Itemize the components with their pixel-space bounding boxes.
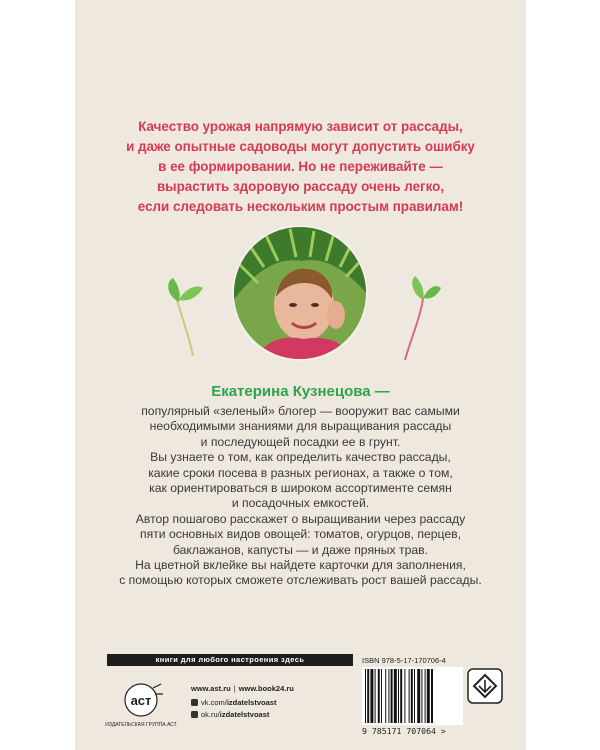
barcode-bar [400,669,402,723]
barcode-bar [414,669,415,723]
description-line: Автор пошагово расскажет о выращивании через рассаду [135,511,466,526]
sprout-left-illustration [163,266,213,356]
barcode-bar [381,669,382,723]
barcode-bar [417,669,420,723]
vk-prefix: vk.com/ [201,698,227,707]
barcode-bar [425,669,426,723]
website-links [191,684,294,693]
barcode-bar [367,669,369,723]
barcode-bar [378,669,380,723]
intro-paragraph [75,117,526,217]
barcode-bar [391,669,393,723]
barcode-bar [411,669,413,723]
site-link-ast[interactable]: www.ast.ru [191,684,231,693]
intro-line: и даже опытные садоводы могут допустить ошибку [126,139,475,154]
intro-line: вырастить здоровую рассаду очень легко, [156,179,445,194]
slogan-banner: книги для любого настроения здесь [107,654,353,666]
ok-handle: izdatelstvoast [219,710,270,719]
ast-logo-icon [109,674,169,728]
barcode-bar [385,669,386,723]
description-paragraph [75,404,526,589]
description-line: с помощью которых сможете отслеживать рост вашей рассады. [119,573,482,588]
sprout-right-illustration [393,268,443,360]
diamond-logo-icon [467,668,503,704]
book-back-cover [75,0,526,750]
ok-link[interactable] [191,710,269,719]
description-line: и последующей посадки ее в грунт. [200,434,401,449]
vk-link[interactable] [191,698,276,707]
description-line: популярный «зеленый» блогер — вооружит вас самыми [141,404,460,418]
barcode-bar [421,669,422,723]
author-portrait [232,225,368,361]
barcode [362,667,463,725]
description-line: На цветной вклейке вы найдете карточки для заполнения, [135,558,466,573]
barcode-bar [427,669,430,723]
link-separator: | [233,684,236,693]
description-line: как ориентироваться в широком ассортименте семян [149,481,452,496]
barcode-bar [404,669,405,723]
author-name: Екатерина Кузнецова — [211,383,390,400]
description-line: и посадочных емкостей. [231,496,370,511]
description-line: необходимыми знаниями для выращивания рассады [149,419,452,434]
barcode-bar [370,669,373,723]
barcode-digits: 9 785171 707064 > [362,726,446,736]
description-line: баклажанов, капусты — и даже пряных трав. [172,542,429,557]
barcode-bar [398,669,399,723]
barcode-bar [365,669,366,723]
description-line: пяти основных видов овощей: томатов, огурцов, перцев, [139,527,462,542]
site-link-book24[interactable]: www.book24.ru [238,684,294,693]
publisher-caption: ИЗДАТЕЛЬСКАЯ ГРУППА АСТ [105,722,177,728]
vk-icon [191,699,198,706]
intro-line: в ее формировании. Но не переживайте — [158,159,443,174]
intro-line: Качество урожая напрямую зависит от рассады, [138,119,463,134]
ok-icon [191,711,198,718]
description-line: какие сроки посева в разных регионах, а также о том, [148,465,453,480]
barcode-bar [375,669,376,723]
barcode-bar [394,669,397,723]
logo-text: аст [130,693,152,708]
barcode-bar [431,669,433,723]
vk-handle: izdatelstvoast [226,698,277,707]
barcode-bar [409,669,410,723]
ok-prefix: ok.ru/ [201,710,220,719]
isbn-text: ISBN 978-5-17-170706-4 [362,656,446,665]
barcode-bar [388,669,389,723]
description-line: Вы узнаете о том, как определить качество рассады, [150,450,451,465]
intro-line: если следовать нескольким простым правилам! [137,199,464,214]
